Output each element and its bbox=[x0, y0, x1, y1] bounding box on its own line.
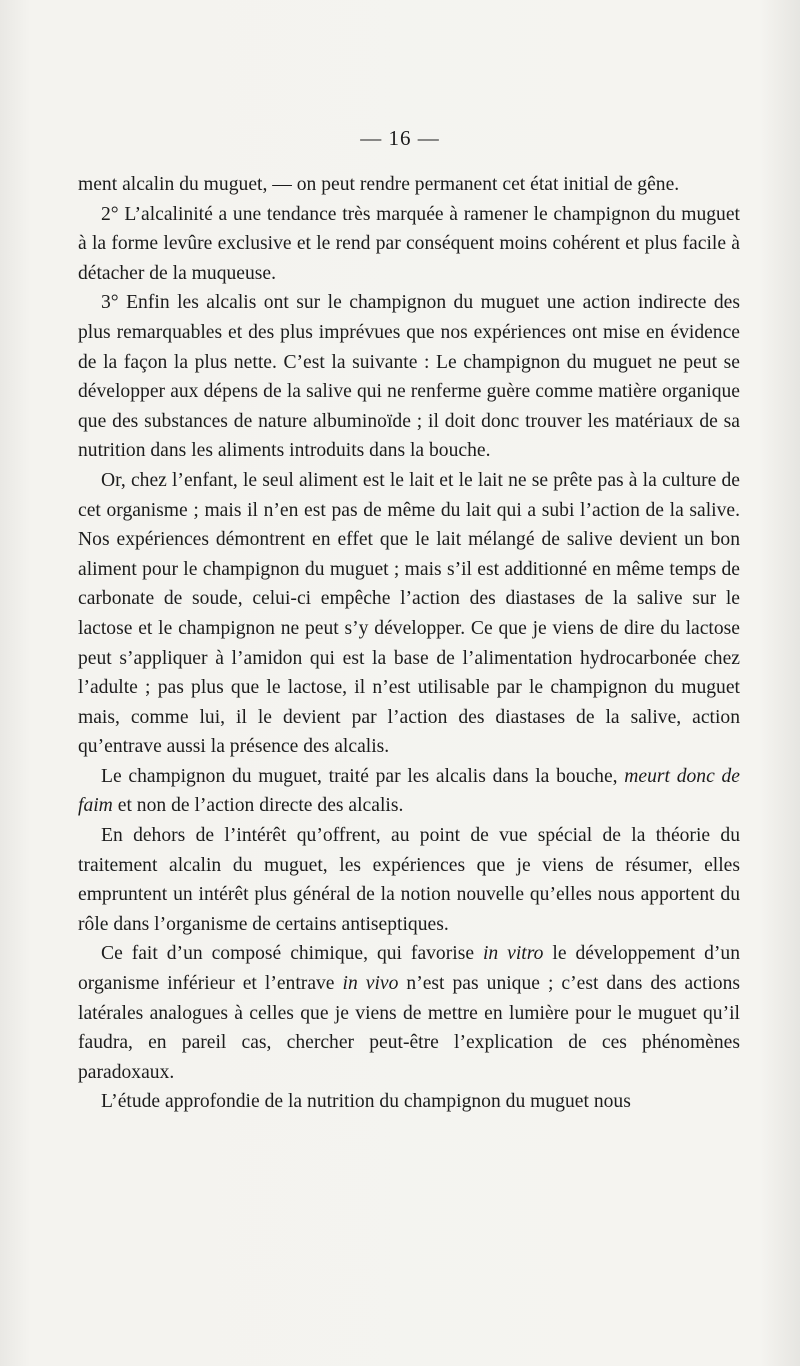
paragraph bbox=[78, 762, 740, 821]
paragraph bbox=[78, 170, 740, 200]
paragraph bbox=[78, 288, 740, 466]
text-segment: L’étude approfondie de la nutrition du champignon du muguet nous bbox=[101, 1091, 631, 1113]
text-segment: le développement d’un organisme inférieur et l’entrave bbox=[78, 943, 741, 995]
text-segment: Le champignon du muguet, traité par les alcalis dans la bouche, bbox=[101, 765, 625, 787]
text-segment: n’est pas unique ; c’est dans des actions latérales analogues à celles que je viens de mettre en lumière pour le muguet qu’il faudra, en pareil cas, chercher peut-être l’explication de ces phénomènes paradoxaux. bbox=[78, 973, 740, 1083]
text-segment: En dehors de l’intérêt qu’offrent, au point de vue spécial de la théorie du traitement alcalin du muguet, les expériences que je viens de résumer, elles empruntent un intérêt plus général de la notion nouvelle qu’elles nous apportent du rôle dans l’organisme de certains antiseptiques. bbox=[78, 825, 740, 935]
paragraph bbox=[78, 939, 740, 1087]
text-segment: Ce fait d’un composé chimique, qui favorise bbox=[101, 943, 483, 965]
body-text bbox=[78, 170, 740, 1117]
text-segment: 3° Enfin les alcalis ont sur le champignon du muguet une action indirecte des plus remarquables et des plus imprévues que nos expériences ont mise en évidence de la façon la plus nette. C’est la suivante : Le champignon du muguet ne peut se développer aux dépens de la salive qui ne renferme guère comme matière organique que des substances de nature albuminoïde ; il doit donc trouver les matériaux de sa nutrition dans les aliments introduits dans la bouche. bbox=[78, 292, 740, 462]
page-number: — 16 — bbox=[360, 126, 440, 150]
italic-text: in vitro bbox=[482, 943, 544, 965]
text-segment: 2° L’alcalinité a une tendance très marquée à ramener le champignon du muguet à la forme levûre exclusive et le rend par conséquent moins cohérent et plus facile à détacher de la muqueuse. bbox=[78, 203, 740, 284]
paragraph bbox=[78, 821, 740, 939]
italic-text: meurt donc de faim bbox=[78, 765, 740, 817]
text-segment: et non de l’action directe des alcalis. bbox=[112, 795, 404, 817]
paragraph bbox=[78, 200, 740, 289]
paragraph bbox=[78, 1087, 740, 1117]
italic-text: in vivo bbox=[342, 973, 399, 995]
text-segment: ment alcalin du muguet, — on peut rendre permanent cet état initial de gêne. bbox=[78, 174, 680, 195]
paragraph bbox=[78, 466, 740, 762]
text-segment: Or, chez l’enfant, le seul aliment est le lait et le lait ne se prête pas à la culture de cet organisme ; mais il n’en est pas de même du lait qui a subi l’action de la salive. Nos expériences démontrent en effet que le lait mélangé de salive devient un bon aliment pour le champignon du muguet ; mais s’il est additionné en même temps de carbonate de soude, celui-ci empêche l’action des diastases de la salive sur le lactose et le champignon ne peut s’y développer. Ce que je viens de dire du lactose peut s’appliquer à l’amidon qui est la base de l’alimentation hydrocarbonée chez l’adulte ; pas plus que le lactose, il n’est utilisable par le champignon du muguet mais, comme lui, il le devient par l’action des diastases de la salive, action qu’entrave aussi la présence des alcalis. bbox=[78, 469, 740, 758]
